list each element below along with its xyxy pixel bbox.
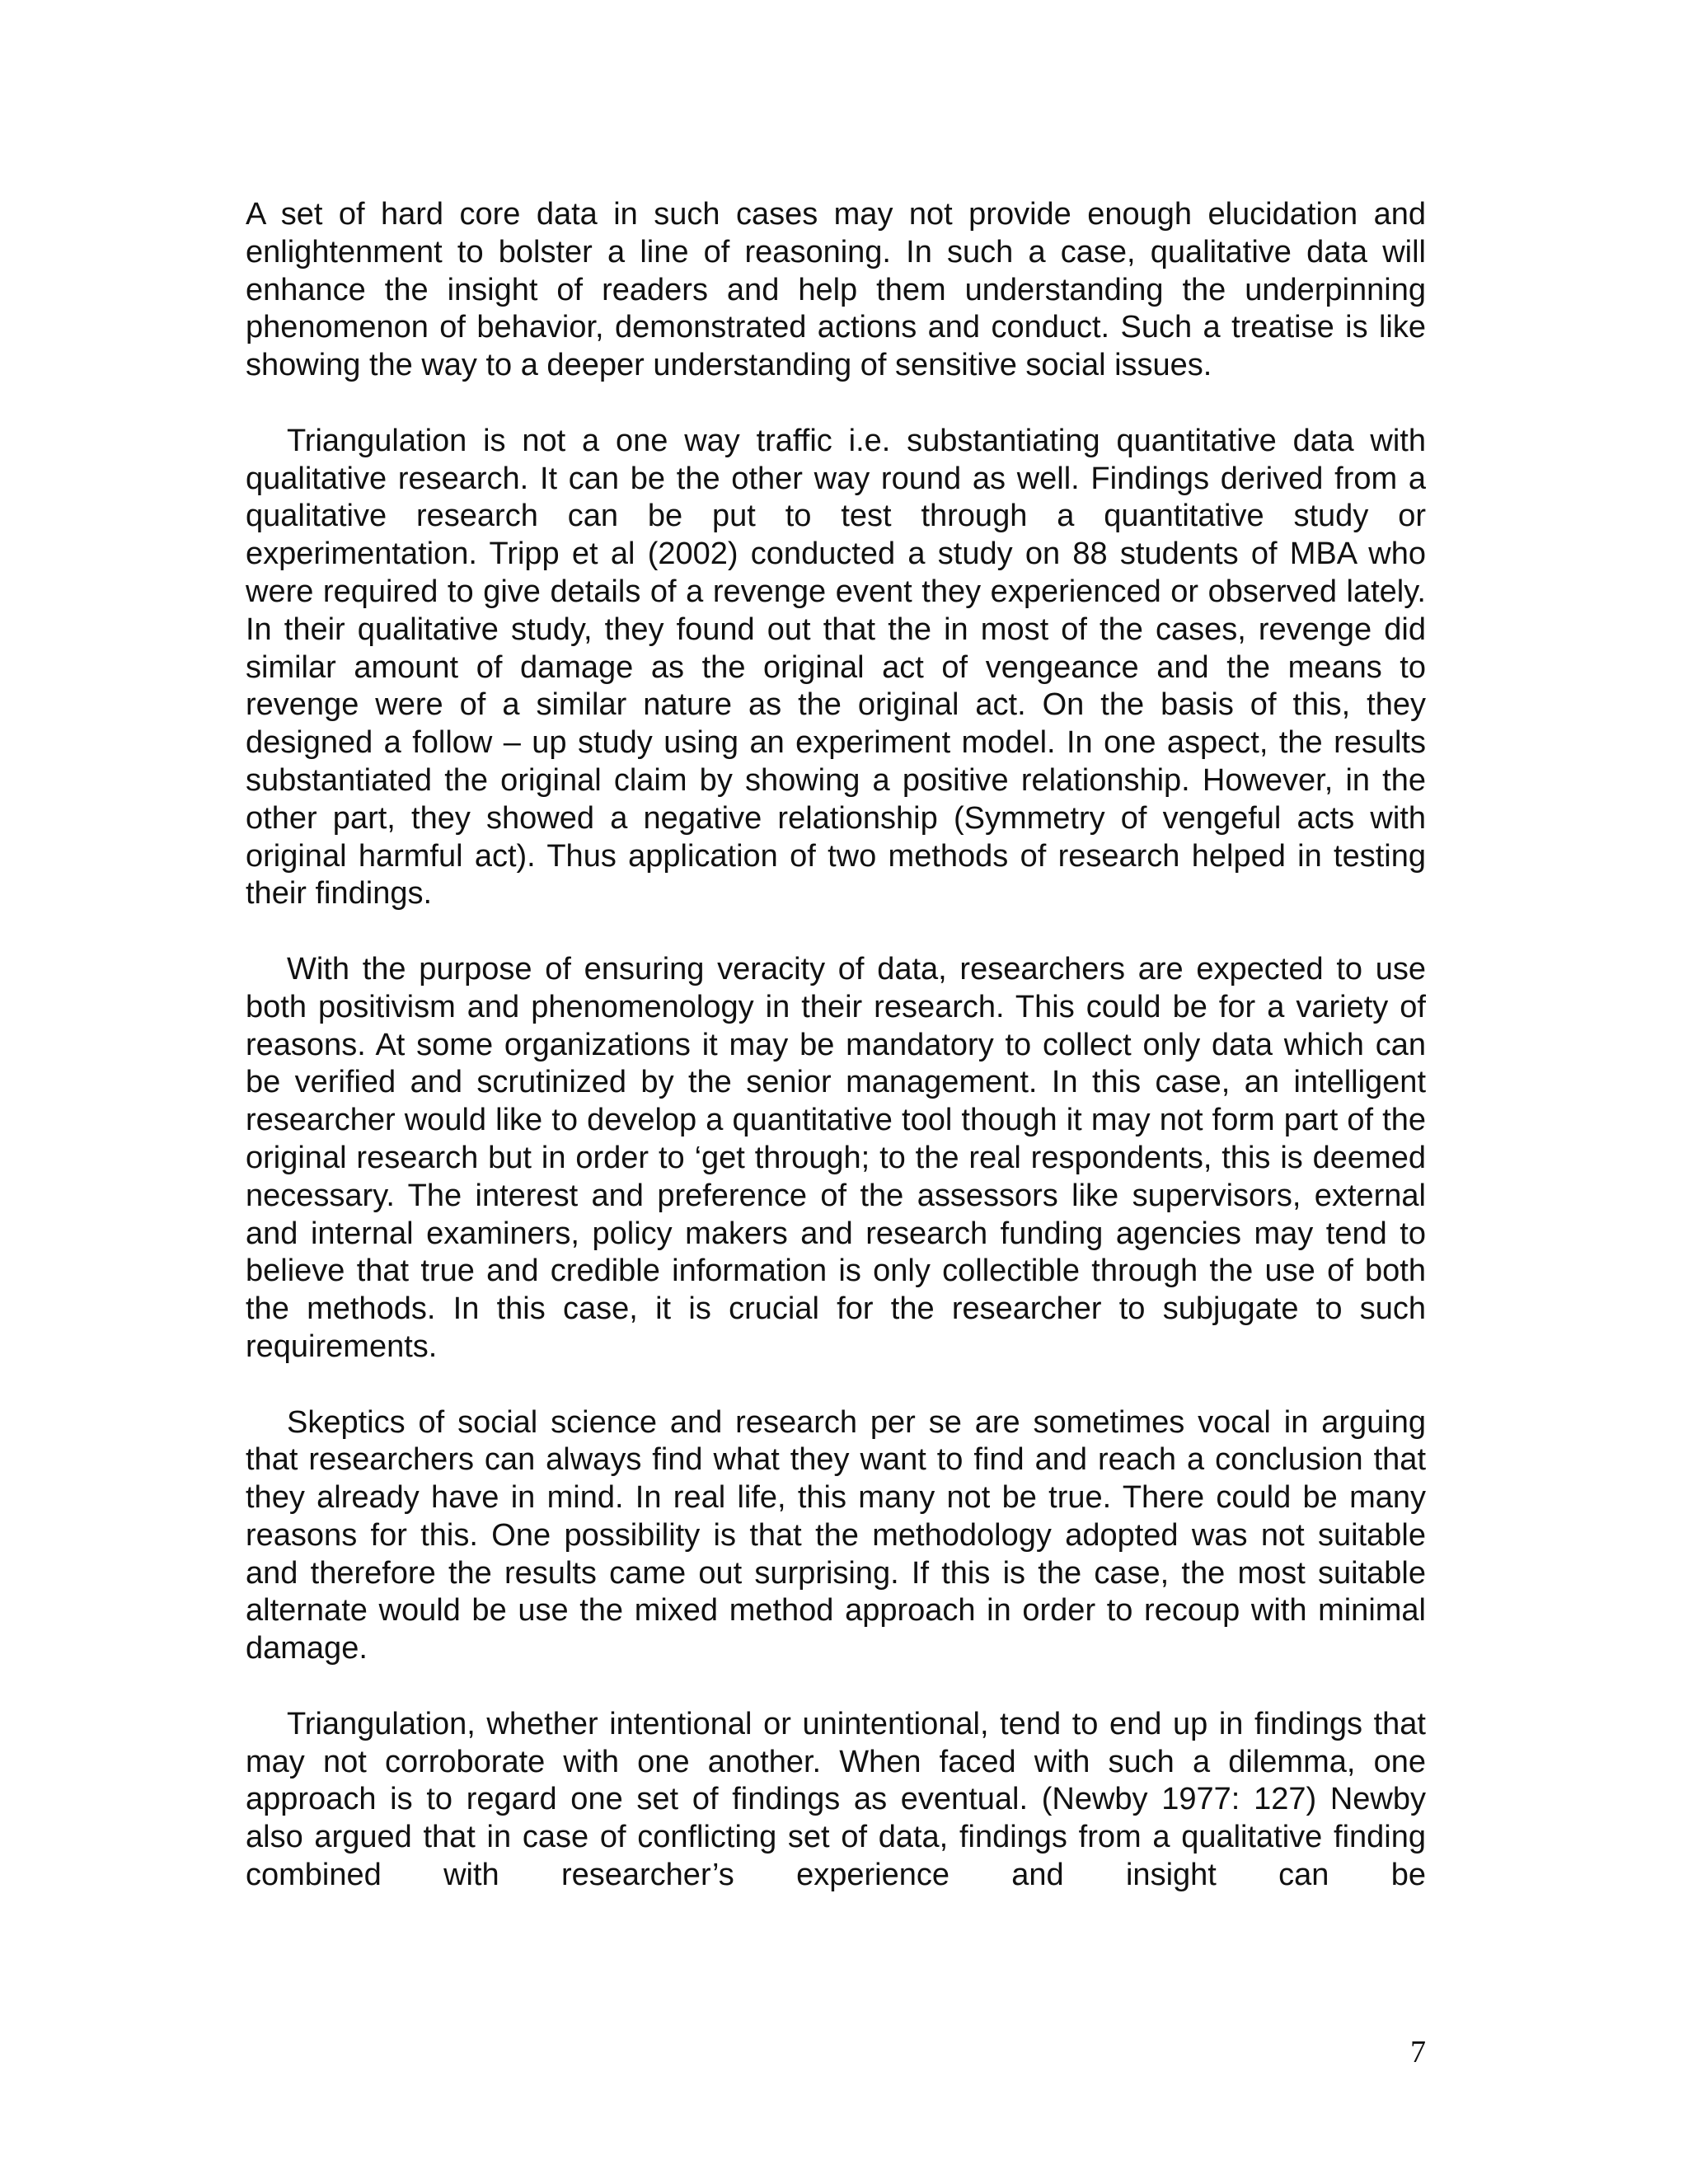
paragraph-1: A set of hard core data in such cases may not provide enough elucidation and enlightenment to bolster a line of reasoning. In such a case, qualitative data will enhance the insight of readers and help them understanding the underpinning phenomenon of behavior, demonstrated actions and conduct. Such a treatise is like showing the way to a deeper understanding of sensitive social issues.: [246, 197, 1426, 383]
body-text: [246, 196, 1426, 1895]
paragraph-2: Triangulation is not a one way traffic i.e. substantiating quantitative data with qualitative research. It can be the other way round as well. Findings derived from a qualitative research can be put to test through a quantitative study or experimentation. Tripp et al (2002) conducted a study on 88 students of MBA who were required to give details of a revenge event they experienced or observed lately. In their qualitative study, they found out that the in most of the cases, revenge did similar amount of damage as the original act of vengeance and the means to revenge were of a similar nature as the original act. On the basis of this, they designed a follow – up study using an experiment model. In one aspect, the results substantiated the original claim by showing a positive relationship. However, in the other part, they showed a negative relationship (Symmetry of vengeful acts with original harmful act). Thus application of two methods of research helped in testing their findings.: [246, 423, 1426, 912]
paragraph-3: With the purpose of ensuring veracity of data, researchers are expected to use both positivism and phenomenology in their research. This could be for a variety of reasons. At some organizations it may be mandatory to collect only data which can be verified and scrutinized by the senior management. In this case, an intelligent researcher would like to develop a quantitative tool though it may not form part of the original research but in order to ‘get through; to the real respondents, this is deemed necessary. The interest and preference of the assessors like supervisors, external and internal examiners, policy makers and research funding agencies may tend to believe that true and credible information is only collectible through the use of both the methods. In this case, it is crucial for the researcher to subjugate to such requirements.: [246, 951, 1426, 1364]
paragraph-5: Triangulation, whether intentional or unintentional, tend to end up in findings that may not corroborate with one another. When faced with such a dilemma, one approach is to regard one set of findings as eventual. (Newby 1977: 127) Newby also argued that in case of conflicting set of data, findings from a qualitative finding combined with researcher’s experience and insight can be: [246, 1706, 1426, 1893]
page-number: 7: [1410, 2035, 1426, 2069]
paragraph-4: Skeptics of social science and research per se are sometimes vocal in arguing that researchers can always find what they want to find and reach a conclusion that they already have in mind. In real life, this many not be true. There could be many reasons for this. One possibility is that the methodology adopted was not suitable and therefore the results came out surprising. If this is the case, the most suitable alternate would be use the mixed method approach in order to recoup with minimal damage.: [246, 1404, 1426, 1666]
